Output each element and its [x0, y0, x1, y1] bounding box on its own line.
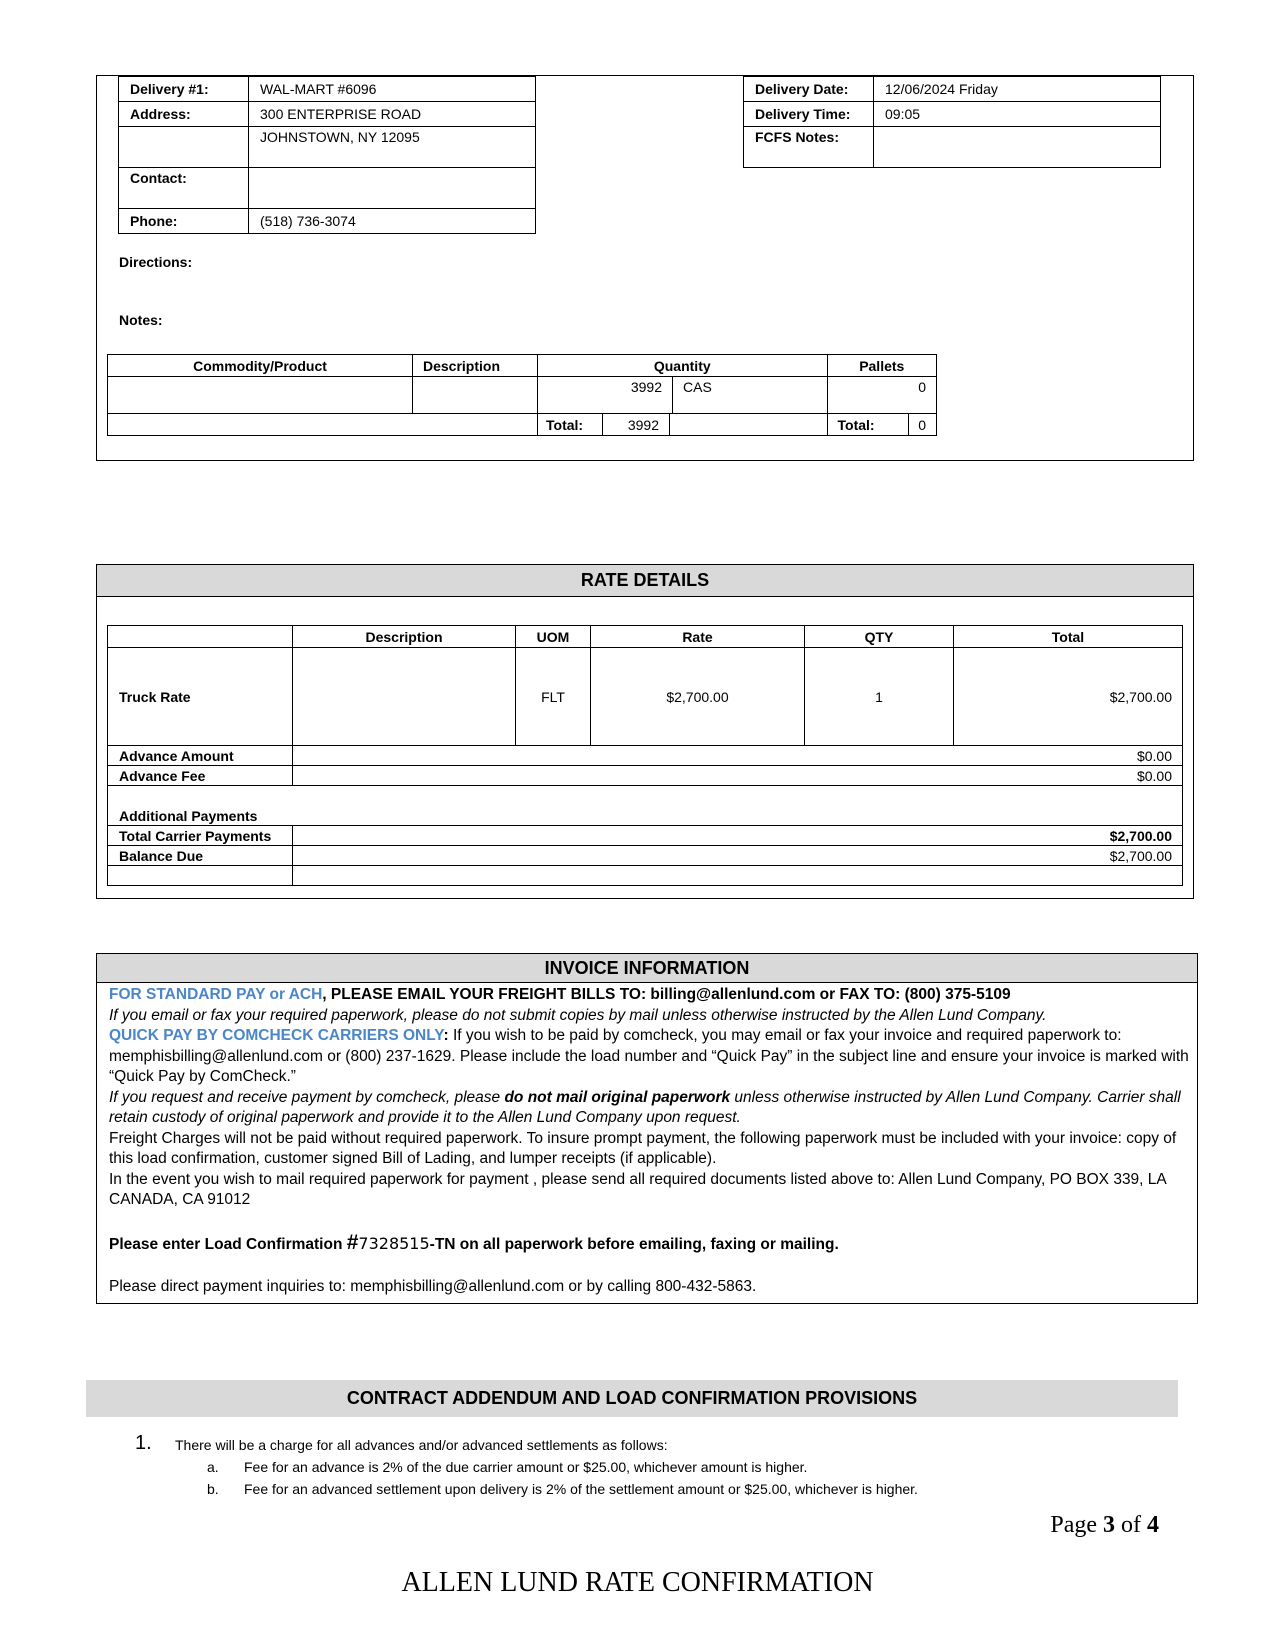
quantity-cell: 3992 [538, 377, 673, 414]
freight-charges-paragraph: Freight Charges will not be paid without required paperwork. To insure prompt payment, the following paperwork must be included with your invoice: copy of this load confirmation, customer signed Bill of Lading, and lumper receipts (if applicable). [109, 1129, 1177, 1167]
directions-label: Directions: [119, 254, 193, 270]
invoice-body [109, 985, 1189, 1298]
quantity-unit-cell: CAS [673, 377, 828, 414]
rate-details-title: RATE DETAILS [97, 565, 1193, 597]
rate-footer-blank-right [293, 866, 1183, 886]
commodity-cell [108, 377, 413, 414]
comcheck-note-part1: If you request and receive payment by comcheck, please [109, 1088, 505, 1106]
rate-header-blank [108, 626, 293, 648]
delivery-time-value: 09:05 [874, 102, 1161, 127]
truck-rate-description [293, 648, 516, 746]
load-confirmation-line [109, 1230, 1189, 1256]
load-conf-number: 7328515 [358, 1233, 430, 1253]
quick-pay-highlight: QUICK PAY BY COMCHECK CARRIERS ONLY [109, 1027, 444, 1044]
rate-qty-header: QTY [805, 626, 954, 648]
quick-pay-paragraph [109, 1026, 1189, 1088]
phone-value: (518) 736-3074 [249, 209, 536, 234]
description-header: Description [413, 355, 538, 377]
rate-description-header: Description [293, 626, 516, 648]
notes-label: Notes: [119, 312, 163, 328]
totals-blank-cell [108, 414, 538, 436]
delivery-date-value: 12/06/2024 Friday [874, 77, 1161, 102]
advance-fee-label: Advance Fee [108, 766, 293, 786]
delivery-info-table [118, 76, 536, 234]
advance-amount-label: Advance Amount [108, 746, 293, 766]
contract-item1a-text: Fee for an advance is 2% of the due carrier amount or $25.00, whichever amount is higher. [244, 1459, 808, 1475]
contact-value [249, 168, 536, 209]
address-line2: JOHNSTOWN, NY 12095 [249, 127, 536, 168]
address-line1: 300 ENTERPRISE ROAD [249, 102, 536, 127]
truck-rate-rate: $2,700.00 [591, 648, 805, 746]
additional-payments-label: Additional Payments [108, 786, 1183, 826]
rate-total-header: Total [954, 626, 1183, 648]
truck-rate-uom: FLT [516, 648, 591, 746]
quick-pay-colon: : [443, 1027, 449, 1044]
balance-due-value: $2,700.00 [293, 846, 1183, 866]
contract-item1a-letter: a. [207, 1459, 219, 1475]
fcfs-notes-label: FCFS Notes: [744, 127, 874, 168]
delivery-number-value: WAL-MART #6096 [249, 77, 536, 102]
document-title: ALLEN LUND RATE CONFIRMATION [401, 1567, 874, 1598]
load-conf-text1: Please enter Load Confirmation [109, 1235, 347, 1253]
quantity-total-inner [538, 414, 827, 435]
invoice-section [96, 953, 1198, 1304]
contract-item1b-letter: b. [207, 1481, 219, 1497]
truck-rate-label: Truck Rate [108, 648, 293, 746]
invoice-title: INVOICE INFORMATION [97, 954, 1197, 983]
balance-due-label: Balance Due [108, 846, 293, 866]
delivery-number-label: Delivery #1: [119, 77, 249, 102]
commodity-header: Commodity/Product [108, 355, 413, 377]
rate-uom-header: UOM [516, 626, 591, 648]
page-number [1050, 1512, 1159, 1539]
pallets-cell: 0 [827, 377, 936, 414]
rate-table [107, 625, 1183, 886]
advance-amount-value: $0.00 [293, 746, 1183, 766]
phone-label: Phone: [119, 209, 249, 234]
comcheck-note-bold: do not mail original paperwork [504, 1088, 731, 1106]
contract-item1b-text: Fee for an advanced settlement upon delivery is 2% of the settlement amount or $25.00, whichever is higher. [244, 1481, 918, 1497]
quantity-total-blank [670, 414, 827, 435]
payment-inquiries-line: Please direct payment inquiries to: memphisbilling@allenlund.com or by calling 800-432-5863. [109, 1278, 757, 1295]
mail-paperwork-paragraph: In the event you wish to mail required paperwork for payment , please send all required documents listed above to: Allen Lund Company, PO BOX 339, LA CANADA, CA 91012 [109, 1170, 1166, 1208]
fcfs-notes-value [874, 127, 1161, 168]
standard-pay-line [109, 985, 1189, 1006]
page-of: of [1115, 1512, 1147, 1538]
rate-footer-blank-left [108, 866, 293, 886]
load-conf-hash: # [346, 1230, 359, 1254]
quantity-total-cell [538, 414, 828, 436]
pallets-total-value: 0 [908, 414, 936, 436]
contact-label: Contact: [119, 168, 249, 209]
quantity-total-label: Total: [538, 414, 603, 435]
contract-addendum-title: CONTRACT ADDENDUM AND LOAD CONFIRMATION PROVISIONS [86, 1380, 1178, 1417]
rate-details-section [96, 564, 1194, 899]
quantity-total-value: 3992 [603, 414, 670, 435]
total-carrier-label: Total Carrier Payments [108, 826, 293, 846]
delivery-date-label: Delivery Date: [744, 77, 874, 102]
comcheck-note-part2: unless otherwise instructed by Allen Lund Company. Carrier shall retain custody of original paperwork and provide it to the Allen Lund Company upon request. [109, 1088, 1181, 1126]
address-blank-cell [119, 127, 249, 168]
contract-item1-text: There will be a charge for all advances and/or advanced settlements as follows: [175, 1437, 668, 1453]
address-label: Address: [119, 102, 249, 127]
truck-rate-total: $2,700.00 [954, 648, 1183, 746]
pallets-header: Pallets [827, 355, 936, 377]
contract-item1-number: 1. [135, 1432, 152, 1454]
quantity-header: Quantity [538, 355, 828, 377]
comcheck-note [109, 1088, 1189, 1129]
description-cell [413, 377, 538, 414]
standard-pay-note: If you email or fax your required paperwork, please do not submit copies by mail unless otherwise instructed by the Allen Lund Company. [109, 1006, 1047, 1024]
load-conf-text2: -TN on all paperwork before emailing, faxing or mailing. [429, 1235, 839, 1253]
advance-fee-value: $0.00 [293, 766, 1183, 786]
delivery-schedule-table [743, 76, 1161, 168]
standard-pay-text: , PLEASE EMAIL YOUR FREIGHT BILLS TO: billing@allenlund.com or FAX TO: (800) 375-5109 [322, 986, 1011, 1003]
truck-rate-qty: 1 [805, 648, 954, 746]
rate-rate-header: Rate [591, 626, 805, 648]
pallets-total-label: Total: [827, 414, 908, 436]
commodity-table [107, 354, 937, 436]
page-total: 4 [1147, 1512, 1159, 1538]
page-prefix: Page [1050, 1512, 1103, 1538]
total-carrier-value: $2,700.00 [293, 826, 1183, 846]
quick-pay-text: If you wish to be paid by comcheck, you may email or fax your invoice and required paperwork to: memphisbilling@allenlund.com or (800) 237-1629. Please include the load number and “Quick Pay” in the subject line and ensure your invoice is marked with “Quick Pay by ComCheck.” [109, 1027, 1189, 1085]
delivery-time-label: Delivery Time: [744, 102, 874, 127]
standard-pay-highlight: FOR STANDARD PAY or ACH [109, 986, 323, 1003]
delivery-section [96, 75, 1194, 461]
page-current: 3 [1103, 1512, 1115, 1538]
